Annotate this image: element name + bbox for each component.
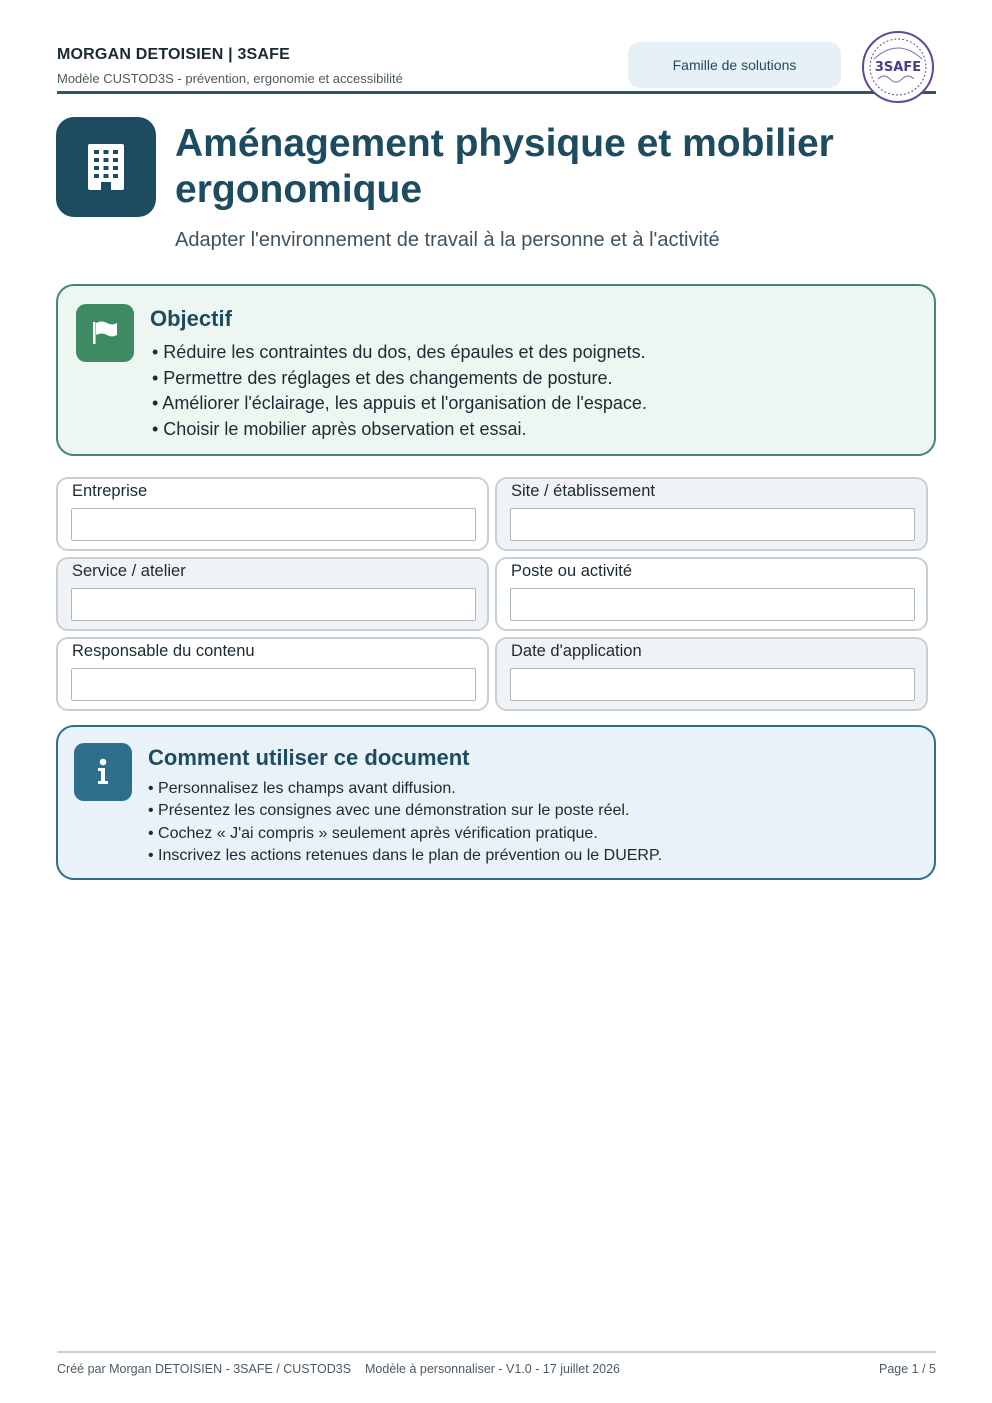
site-input[interactable] [510,508,915,541]
field-label: Poste ou activité [511,562,633,580]
footer-page-number: Page 1 / 5 [879,1362,936,1376]
field-label: Site / établissement [511,482,655,500]
list-item: • Personnalisez les champs avant diffusion. [148,780,456,797]
field-label: Date d'application [511,642,642,660]
objectif-list [152,340,647,442]
service-input[interactable] [71,588,476,621]
objectif-title: Objectif [150,306,232,331]
field-service [56,557,489,631]
list-item: • Présentez les consignes avec une démonstration sur le poste réel. [148,802,630,820]
svg-text:3SAFE: 3SAFE [874,60,922,75]
responsable-input[interactable] [71,668,476,701]
page-title: Aménagement physique et mobilier ergonomique [175,122,834,211]
brand-name: MORGAN DETOISIEN | 3SAFE [57,46,291,63]
flag-icon [76,304,134,362]
field-responsable [56,637,489,711]
field-date [495,637,928,711]
field-entreprise [56,477,489,551]
list-item: • Améliorer l'éclairage, les appuis et l'organisation de l'espace. [152,393,647,413]
building-icon [56,117,156,217]
list-item: • Cochez « J'ai compris » seulement après vérification pratique. [148,824,598,842]
field-label: Entreprise [72,482,148,500]
page-subtitle: Adapter l'environnement de travail à la personne et à l'activité [175,229,720,251]
entreprise-input[interactable] [71,508,476,541]
page-header [57,42,936,94]
footer-version: Modèle à personnaliser - V1.0 - 17 juillet 2026 [365,1362,621,1376]
model-line: Modèle CUSTOD3S - prévention, ergonomie et accessibilité [57,71,403,86]
poste-input[interactable] [510,588,915,621]
howto-list [148,778,662,867]
list-item: • Permettre des réglages et des changements de posture. [152,367,613,388]
field-poste [495,557,928,631]
famille-de-solutions-button[interactable]: Famille de solutions [628,42,841,88]
page-footer [57,1351,936,1376]
field-site [495,477,928,551]
howto-title: Comment utiliser ce document [148,745,470,770]
list-item: • Choisir le mobilier après observation et essai. [152,418,527,439]
date-input[interactable] [510,668,915,701]
list-item: • Inscrivez les actions retenues dans le plan de prévention ou le DUERP. [148,846,663,864]
field-label: Service / atelier [72,562,186,580]
footer-created: Créé par Morgan DETOISIEN - 3SAFE / CUSTOD3S [57,1362,352,1376]
objectif-panel [56,284,936,456]
3safe-seal-logo [860,29,936,105]
howto-panel [56,725,936,880]
info-icon [74,743,132,801]
list-item: • Réduire les contraintes du dos, des épaules et des poignets. [152,342,646,362]
field-label: Responsable du contenu [72,642,255,660]
